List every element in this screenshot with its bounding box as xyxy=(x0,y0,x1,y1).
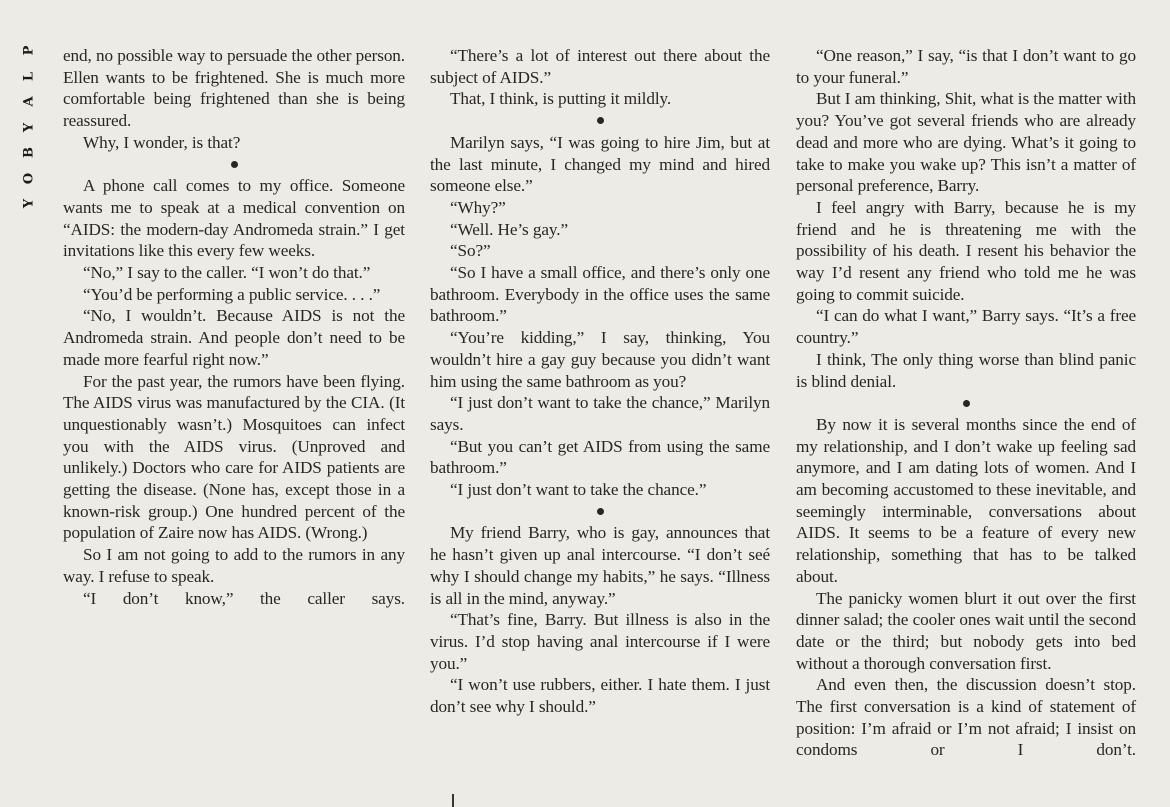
paragraph: A phone call comes to my office. Someone wants me to speak at a medical convention on “AIDS: the modern-day Andromeda strain.” I get invitations like this every few weeks. xyxy=(63,176,405,261)
section-break-bullet xyxy=(430,110,770,132)
paragraph: For the past year, the rumors have been flying. The AIDS virus was manufactured by the CIA. (It unquestionably wasn’t.) Mosquitoes can infect you with the AIDS virus. (Unproved and unlikely.) Doctors who care for AIDS patients are getting the disease. (None has, except those in a known-risk group.) One hundred percent of the population of Zaire now has AIDS. (Wrong.) xyxy=(63,371,405,543)
masthead-letter: P xyxy=(21,45,37,56)
section-break-bullet xyxy=(63,154,405,176)
masthead-letter: Y xyxy=(21,122,37,132)
paragraph: “No,” I say to the caller. “I won’t do that.” xyxy=(83,263,371,283)
paragraph: “I just don’t want to take the chance,” Marilyn says. xyxy=(430,393,770,434)
paragraph: “No, I wouldn’t. Because AIDS is not the Andromeda strain. And people don’t need to be made more fearful right now.” xyxy=(63,306,405,369)
paragraph: “But you can’t get AIDS from using the same bathroom.” xyxy=(430,436,770,478)
masthead-letter: A xyxy=(21,96,37,107)
paragraph: That, I think, is putting it mildly. xyxy=(450,89,672,109)
masthead-letter: L xyxy=(21,71,37,81)
text-column-1 xyxy=(63,45,405,609)
paragraph: I feel angry with Barry, because he is my friend and he is threatening me with the possibility of his death. I resent his behavior the way I’d resent any friend who told me he was going to commit suicide. xyxy=(796,197,1136,304)
paragraph: So I am not going to add to the rumors in any way. I refuse to speak. xyxy=(63,545,405,586)
masthead-letter: O xyxy=(21,172,37,184)
masthead-letter: Y xyxy=(21,198,37,209)
paragraph: “There’s a lot of interest out there about the subject of AIDS.” xyxy=(430,46,770,87)
paragraph: “One reason,” I say, “is that I don’t want to go to your funeral.” xyxy=(796,46,1136,87)
paragraph: “I don’t know,” the caller says. xyxy=(83,588,405,608)
paragraph: end, no possible way to persuade the other person. Ellen wants to be frightened. She is much more comfortable being frightened than she is being reassured. xyxy=(63,46,405,131)
text-column-2 xyxy=(430,45,770,718)
paragraph: The panicky women blurt it out over the first dinner salad; the cooler ones wait until the second date or the third; but nobody gets into bed without a thorough conversation first. xyxy=(796,588,1136,673)
paragraph: Marilyn says, “I was going to hire Jim, but at the last minute, I changed my mind and hired someone else.” xyxy=(430,132,770,196)
magazine-masthead xyxy=(14,44,44,224)
text-column-3 xyxy=(796,45,1136,761)
paragraph: “Well. He’s gay.” xyxy=(450,219,568,239)
paragraph: “You’re kidding,” I say, thinking, You wouldn’t hire a gay guy because you didn’t want him using the same bathroom as you? xyxy=(430,328,770,391)
section-break-bullet xyxy=(796,392,1136,414)
paragraph: “I won’t use rubbers, either. I hate them. I just don’t see why I should.” xyxy=(430,675,770,717)
paragraph: “So I have a small office, and there’s only one bathroom. Everybody in the office uses the same bathroom.” xyxy=(430,263,770,326)
masthead-letter: B xyxy=(21,147,37,158)
paragraph: “You’d be performing a public service. . . .” xyxy=(83,284,381,304)
paragraph: Why, I wonder, is that? xyxy=(83,132,241,152)
paragraph: I think, The only thing worse than blind panic is blind denial. xyxy=(796,349,1136,391)
paragraph: “I can do what I want,” Barry says. “It’s a free country.” xyxy=(796,306,1136,348)
page-mark xyxy=(452,794,454,807)
paragraph: By now it is several months since the end of my relationship, and I don’t wake up feeling sad anymore, and I am dating lots of women. And I am becoming accustomed to these inevitable, and seemingly interminable, conversations about AIDS. It seems to be a feature of every new relationship, something that has to be talked about. xyxy=(796,414,1136,586)
paragraph: My friend Barry, who is gay, announces that he hasn’t given up anal intercourse. “I don’t seé why I should change my habits,” he says. “Illness is all in the mind, anyway.” xyxy=(430,523,770,608)
paragraph: “Why?” xyxy=(450,197,506,217)
paragraph: “I just don’t want to take the chance.” xyxy=(450,480,707,500)
paragraph: “That’s fine, Barry. But illness is also in the virus. I’d stop having anal intercourse if I were you.” xyxy=(430,610,770,673)
section-break-bullet xyxy=(430,501,770,523)
paragraph: But I am thinking, Shit, what is the matter with you? You’ve got several friends who are already dead and more who are dying. What’s it going to take to make you wake up? This isn’t a matter of personal preference, Barry. xyxy=(796,89,1136,196)
paragraph: “So?” xyxy=(450,241,491,261)
paragraph: And even then, the discussion doesn’t stop. The first conversation is a kind of statement of position: I’m afraid or I’m not afraid; I insist on condoms or I don’t. xyxy=(796,675,1136,760)
